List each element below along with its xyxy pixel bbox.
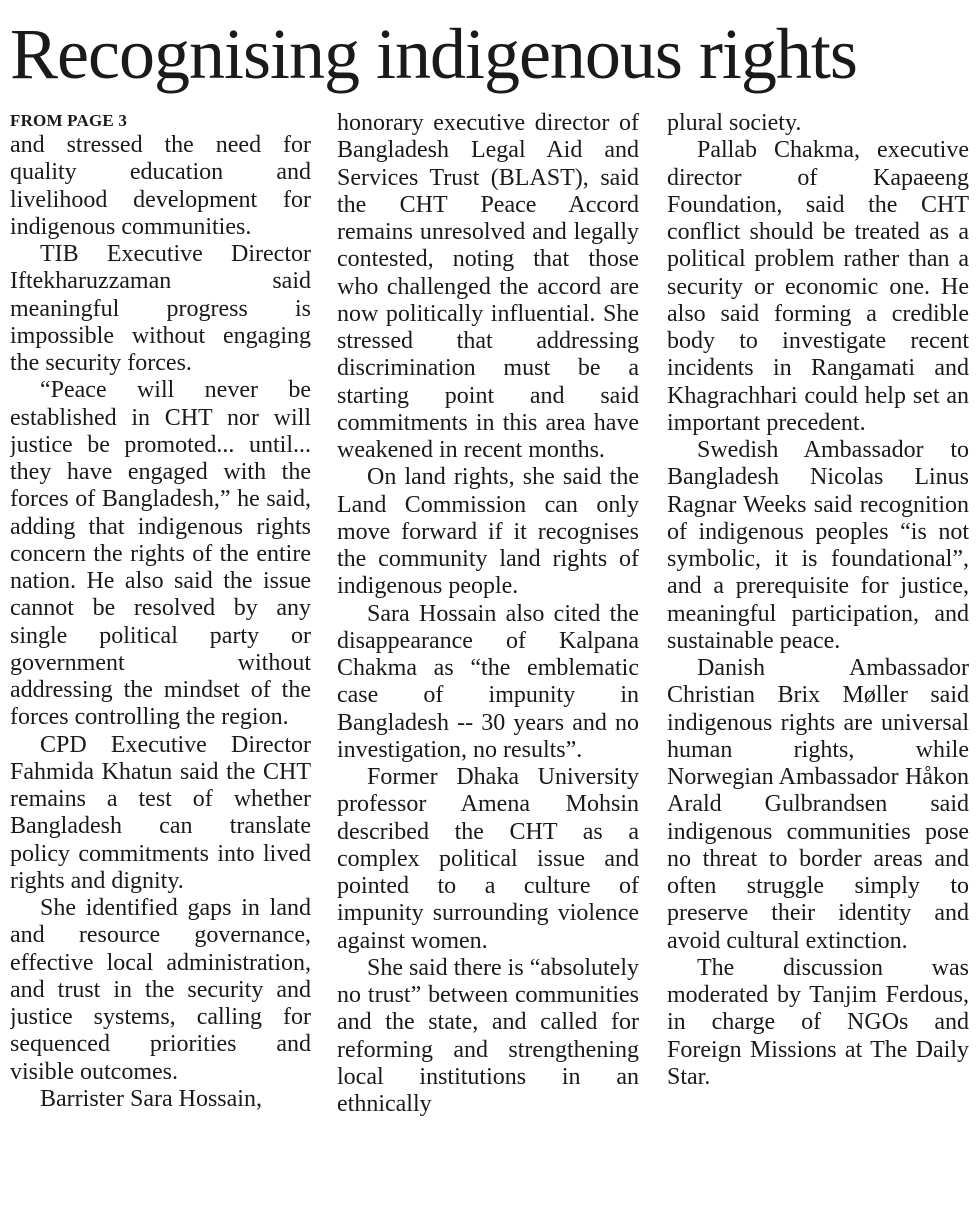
- paragraph: She identified gaps in land and resource governance, effective local administration, and trust in the security and justice systems, calling for sequenced priorities and visible outcomes.: [10, 895, 311, 1085]
- jump-label: FROM PAGE 3: [10, 111, 128, 130]
- paragraph: Barrister Sara Hossain,: [40, 1085, 262, 1112]
- article-column-1: [10, 110, 311, 1210]
- headline: Recognising indigenous rights: [10, 14, 857, 94]
- paragraph: CPD Executive Director Fahmida Khatun said the CHT remains a test of whether Bangladesh can translate policy commitments into lived rights and dignity.: [10, 731, 311, 894]
- paragraph: On land rights, she said the Land Commission can only move forward if it recognises the community land rights of indigenous people.: [337, 464, 639, 600]
- paragraph: honorary executive director of Bangladesh Legal Aid and Services Trust (BLAST), said the CHT Peace Accord remains unresolved and legally contested, noting that those who challenged the accord are now politically influential. She stressed that addressing discrimination must be a starting point and said commitments in this area have weakened in recent months.: [337, 110, 639, 463]
- paragraph: Former Dhaka University professor Amena Mohsin described the CHT as a complex political issue and pointed to a culture of impunity surrounding violence against women.: [337, 764, 639, 954]
- paragraph: plural society.: [667, 110, 802, 136]
- paragraph: Swedish Ambassador to Bangladesh Nicolas Linus Ragnar Weeks said recognition of indigenous peoples “is not symbolic, it is foundational”, and a prerequisite for justice, meaningful participation, and sustainable peace.: [667, 437, 969, 654]
- paragraph: and stressed the need for quality education and livelihood development for indigenous communities.: [10, 132, 311, 240]
- paragraph: The discussion was moderated by Tanjim Ferdous, in charge of NGOs and Foreign Missions at The Daily Star.: [667, 954, 969, 1090]
- article-column-2: [337, 110, 639, 1210]
- paragraph: Danish Ambassador Christian Brix Møller said indigenous rights are universal human rights, while Norwegian Ambassador Håkon Arald Gulbrandsen said indigenous communities pose no threat to border areas and often struggle simply to preserve their identity and avoid cultural extinction.: [667, 655, 969, 954]
- paragraph: TIB Executive Director Iftekharuzzaman said meaningful progress is impossible without engaging the security forces.: [10, 241, 311, 376]
- paragraph: “Peace will never be established in CHT nor will justice be promoted... until... they have engaged with the forces of Bangladesh,” he said, adding that indigenous rights concern the rights of the entire nation. He also said the issue cannot be resolved by any single political party or government without addressing the mindset of the forces controlling the region.: [10, 377, 311, 731]
- paragraph: Pallab Chakma, executive director of Kapaeeng Foundation, said the CHT conflict should be treated as a political problem rather than a security or economic one. He also said forming a credible body to investigate recent incidents in Rangamati and Khagrachhari could help set an important precedent.: [667, 137, 969, 436]
- article-column-3: [667, 110, 969, 1210]
- paragraph: She said there is “absolutely no trust” between communities and the state, and called for reforming and strengthening local institutions in an ethnically: [337, 954, 639, 1117]
- paragraph: Sara Hossain also cited the disappearance of Kalpana Chakma as “the emblematic case of impunity in Bangladesh -- 30 years and no investigation, no results”.: [337, 600, 639, 763]
